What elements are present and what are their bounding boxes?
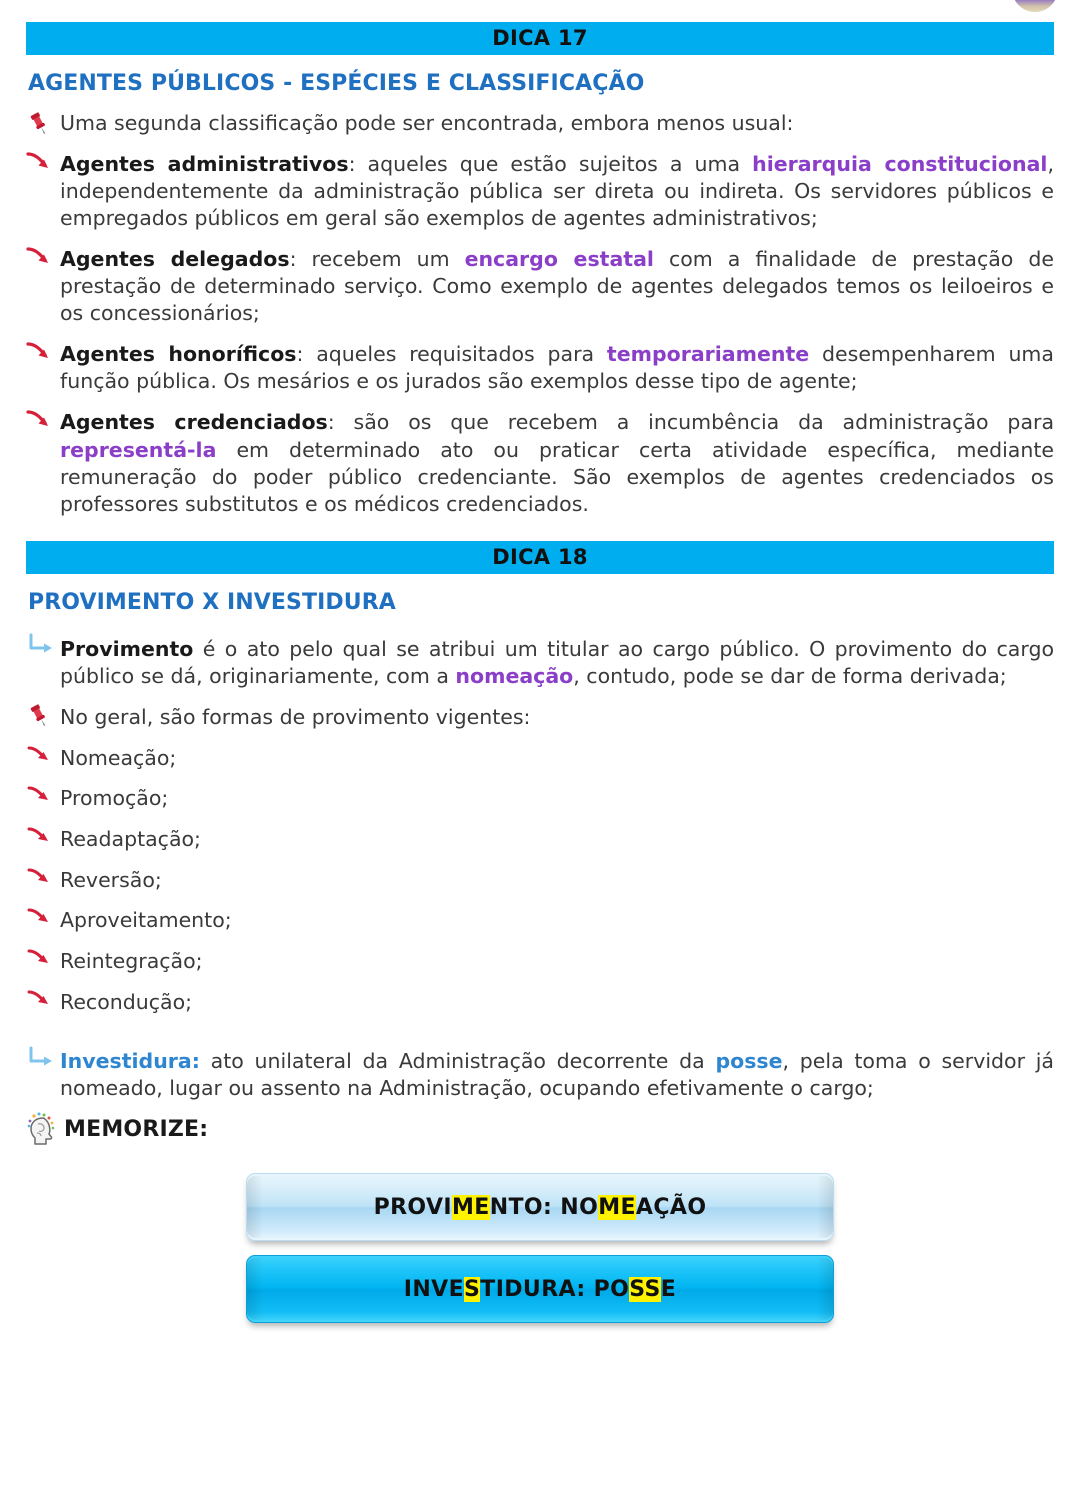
btn1-part-2: NTO: NO (489, 1194, 599, 1220)
brain-head-icon (26, 1111, 60, 1147)
agent-item-delegados-emph: encargo estatal (464, 247, 654, 272)
agent-item-delegados-term: Agentes delegados (60, 247, 290, 272)
agent-item-honorificos-emph: temporariamente (606, 342, 810, 367)
red-curved-arrow-icon (26, 409, 56, 435)
investidura-emph: posse (715, 1049, 783, 1074)
provimento-emph: nomeação (455, 663, 574, 688)
provimento-forms-intro (26, 693, 1054, 734)
agent-item-delegados (26, 235, 1054, 330)
agent-item-administrativos-text2: , independentemente da administração pública ser direta ou indireta. Os servidores públicos e empregados públicos em geral são exemplos de agentes administrativos; (60, 152, 1054, 231)
agent-item-credenciados (26, 398, 1054, 520)
red-curved-arrow-icon (26, 151, 56, 177)
investidura-text1: ato unilateral da Administração decorrente da (199, 1049, 716, 1074)
agent-item-honorificos-text1: : aqueles requisitados para (296, 342, 607, 367)
investidura-text2: , pela toma o servidor já nomeado, lugar ou assento na Administração, ocupando efetivamente o cargo; (60, 1049, 1054, 1101)
agent-item-administrativos (26, 140, 1054, 235)
red-curved-arrow-icon (26, 988, 56, 1014)
provimento-text1: é o ato pelo qual se atribui um titular ao cargo público. O provimento do cargo público se dá, originariamente, com a (60, 636, 1054, 688)
btn2-part-0: INVE (403, 1276, 465, 1302)
btn1-part-1-highlight: ME (451, 1194, 490, 1220)
list-item-nomeacao-label: Nomeação; (60, 745, 177, 770)
provimento-forms-intro-text: No geral, são formas de provimento vigentes: (60, 704, 531, 729)
btn2-part-1-highlight: S (464, 1276, 481, 1302)
intro-paragraph-dica17-text: Uma segunda classificação pode ser encontrada, embora menos usual: (60, 111, 794, 136)
agent-item-administrativos-emph: hierarquia constitucional (752, 152, 1048, 177)
dica-banner-18 (26, 541, 1054, 574)
dica-banner-17-label: DICA 17 (492, 26, 588, 50)
red-curved-arrow-icon (26, 784, 56, 810)
list-item-reconducao-label: Recondução; (60, 989, 193, 1014)
memorize-button-investidura-posse[interactable] (246, 1255, 834, 1323)
list-item-reintegracao-label: Reintegração; (60, 949, 203, 974)
red-curved-arrow-icon (26, 866, 56, 892)
dica-banner-17 (26, 22, 1054, 55)
agent-item-honorificos-term: Agentes honoríficos (60, 342, 297, 367)
memorize-button-provimento-nomeacao[interactable] (246, 1173, 834, 1241)
red-curved-arrow-icon (26, 341, 56, 367)
btn2-part-2: TIDURA: PO (480, 1276, 630, 1302)
list-item-readaptacao (26, 815, 1054, 856)
list-item-aproveitamento-label: Aproveitamento; (60, 908, 232, 933)
list-item-reversao (26, 856, 1054, 897)
agent-item-credenciados-text2: em determinado ato ou praticar certa atividade específica, mediante remuneração do poder público credenciante. São exemplos de agentes credenciados os professores substitutos e os médicos credenciados. (60, 437, 1054, 516)
agent-item-credenciados-text1: : são os que recebem a incumbência da administração para (327, 410, 1055, 435)
red-curved-arrow-icon (26, 246, 56, 272)
provimento-term: Provimento (60, 636, 194, 661)
red-curved-arrow-icon (26, 906, 56, 932)
list-item-aproveitamento (26, 896, 1054, 937)
list-item-promocao (26, 774, 1054, 815)
section-title-agentes-publicos: AGENTES PÚBLICOS - ESPÉCIES E CLASSIFICAÇÃO (28, 71, 645, 97)
list-item-promocao-label: Promoção; (60, 786, 169, 811)
list-item-reintegracao (26, 937, 1054, 978)
agent-item-credenciados-emph: representá-la (60, 437, 217, 462)
pushpin-icon (26, 110, 56, 136)
agent-item-honorificos (26, 330, 1054, 398)
agent-item-delegados-text2: com a finalidade de prestação de prestação de determinado serviço. Como exemplo de agentes delegados temos os leiloeiros e os concessionários; (60, 247, 1054, 326)
agent-item-credenciados-term: Agentes credenciados (60, 410, 328, 435)
red-curved-arrow-icon (26, 947, 56, 973)
btn1-part-4: AÇÃO (635, 1194, 707, 1220)
memorize-buttons (0, 1173, 1080, 1323)
investidura-term: Investidura: (60, 1049, 200, 1074)
agent-item-administrativos-term: Agentes administrativos (60, 152, 349, 177)
blue-corner-arrow-icon (26, 1046, 56, 1072)
agent-item-delegados-text1: : recebem um (289, 247, 465, 272)
memorize-row (26, 1109, 1054, 1149)
red-curved-arrow-icon (26, 825, 56, 851)
section-title-provimento-investidura: PROVIMENTO X INVESTIDURA (28, 589, 396, 615)
memorize-label: MEMORIZE: (64, 1116, 209, 1142)
btn2-part-3-highlight: SS (629, 1276, 661, 1302)
agent-item-administrativos-text1: : aqueles que estão sujeitos a uma (348, 152, 753, 177)
btn1-part-3-highlight: ME (598, 1194, 636, 1220)
btn1-part-0: PROVI (373, 1194, 452, 1220)
investidura-paragraph (26, 1044, 1054, 1105)
list-item-nomeacao (26, 734, 1054, 775)
list-item-readaptacao-label: Readaptação; (60, 827, 201, 852)
list-item-reconducao (26, 978, 1054, 1019)
memorize-button-investidura-posse-label (404, 1277, 676, 1302)
provimento-paragraph (26, 625, 1054, 693)
list-item-reversao-label: Reversão; (60, 867, 162, 892)
memorize-button-provimento-nomeacao-label (374, 1195, 707, 1220)
provimento-text2: , contudo, pode se dar de forma derivada; (573, 663, 1007, 688)
btn2-part-4: E (660, 1276, 677, 1302)
intro-paragraph-dica17 (26, 106, 1054, 140)
dica-banner-18-label: DICA 18 (492, 544, 588, 569)
pushpin-icon (26, 702, 56, 728)
red-curved-arrow-icon (26, 744, 56, 770)
blue-corner-arrow-icon (26, 633, 56, 659)
agent-item-honorificos-text2: desempenharem uma função pública. Os mesários e os jurados são exemplos desse tipo de agente; (60, 342, 1054, 394)
